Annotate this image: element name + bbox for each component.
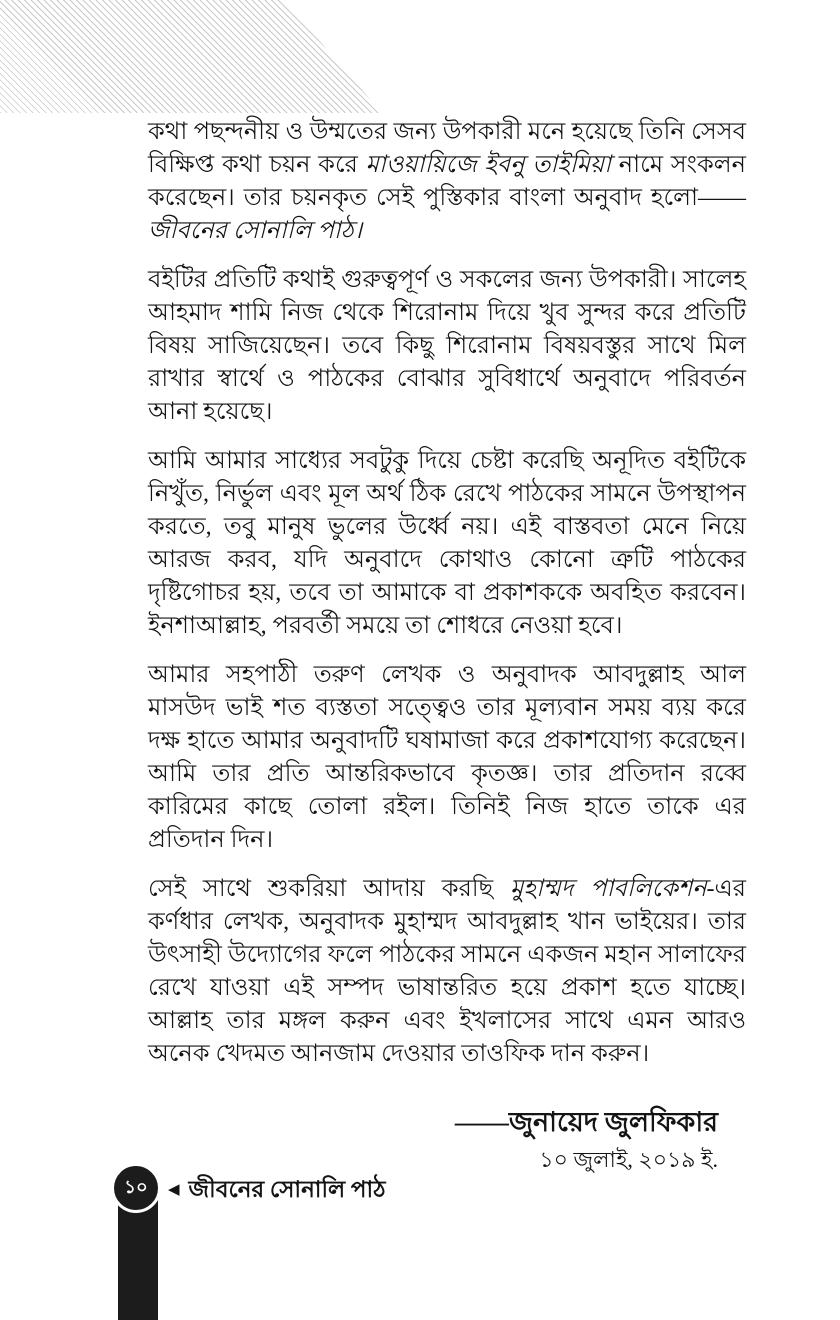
paragraph — [148, 445, 746, 643]
paragraph — [148, 116, 746, 248]
corner-hatch-decoration — [0, 0, 382, 113]
text-run: নামে সংকলন করেছেন। তার চয়নকৃত সেই পুস্তিকার বাংলা অনুবাদ হলো—— — [148, 152, 746, 211]
paragraphs — [148, 116, 746, 1071]
text-run: বইটির প্রতিটি কথাই গুরুত্বপূর্ণ ও সকলের জন্য উপকারী। সালেহ আহমাদ শামি নিজ থেকে শিরোনাম দিয়ে খুব সুন্দর করে প্রতিটি বিষয় সাজিয়েছেন। তবে কিছু শিরোনাম বিষয়বস্তুর সাথে মিল রাখার স্বার্থে ও পাঠকের বোঝার সুবিধার্থে অনুবাদে পরিবর্তন আনা হয়েছে। — [148, 267, 746, 425]
text-run: সেই সাথে শুকরিয়া আদায় করছি — [148, 876, 511, 902]
page-number: ১০ — [124, 1176, 148, 1197]
text-run: -এর কর্ণধার লেখক, অনুবাদক মুহাম্মদ আবদুল্লাহ খান ভাইয়ের। তার উৎসাহী উদ্যোগের ফলে পাঠকের সামনে একজন মহান সালাফের রেখে যাওয়া এই সম্পদ ভাষান্তরিত হয়ে প্রকাশ হতে যাচ্ছে। আল্লাহ তার মঙ্গল করুন এবং ইখলাসের সাথে এমন আরও অনেক খেদমত আনজাম দেওয়ার তাওফিক দান করুন। — [148, 876, 746, 1067]
running-footer — [168, 1174, 386, 1206]
left-triangle-icon: ◀ — [168, 1181, 180, 1198]
paragraph — [148, 873, 746, 1071]
paragraph — [148, 264, 746, 429]
italic-run: মুহাম্মদ পাবলিকেশন — [510, 876, 707, 902]
translator-name: ——জুনায়েদ জুলফিকার — [454, 1107, 718, 1137]
signature-block — [148, 1105, 746, 1175]
page-number-badge — [111, 1163, 161, 1213]
text-block — [148, 116, 746, 1175]
book-title: জীবনের সোনালি পাঠ — [188, 1176, 386, 1202]
paragraph — [148, 659, 746, 857]
italic-run: জীবনের সোনালি পাঠ। — [148, 218, 363, 244]
text-run: কথা পছন্দনীয় ও উম্মতের জন্য উপকারী মনে হয়েছে তিনি সেসব বিক্ষিপ্ত কথা চয়ন করে — [148, 119, 746, 178]
signature-date: ১০ জুলাই, ২০১৯ ই. — [539, 1147, 718, 1172]
italic-run: মাওয়ায়িজে ইবনু তাইমিয়া — [365, 152, 612, 178]
text-run: আমার সহপাঠী তরুণ লেখক ও অনুবাদক আবদুল্লাহ আল মাসউদ ভাই শত ব্যস্ততা সত্ত্বেও তার মূল্যবান সময় ব্যয় করে দক্ষ হাতে আমার অনুবাদটি ঘষামাজা করে প্রকাশযোগ্য করেছেন। আমি তার প্রতি আন্তরিকভাবে কৃতজ্ঞ। তার প্রতিদান রব্বে কারিমের কাছে তোলা রইল। তিনিই নিজ হাতে তাকে এর প্রতিদান দিন। — [148, 662, 746, 853]
text-run: আমি আমার সাধ্যের সবটুকু দিয়ে চেষ্টা করেছি অনূদিত বইটিকে নিখুঁত, নির্ভুল এবং মূল অর্থ ঠিক রেখে পাঠকের সামনে উপস্থাপন করতে, তবু মানুষ ভুলের উর্ধ্বে নয়। এই বাস্তবতা মেনে নিয়ে আরজ করব, যদি অনুবাদে কোথাও কোনো ত্রুটি পাঠকের দৃষ্টিগোচর হয়, তবে তা আমাকে বা প্রকাশককে অবহিত করবেন। ইনশাআল্লাহ, পরবর্তী সময়ে তা শোধরে নেওয়া হবে। — [148, 448, 746, 639]
